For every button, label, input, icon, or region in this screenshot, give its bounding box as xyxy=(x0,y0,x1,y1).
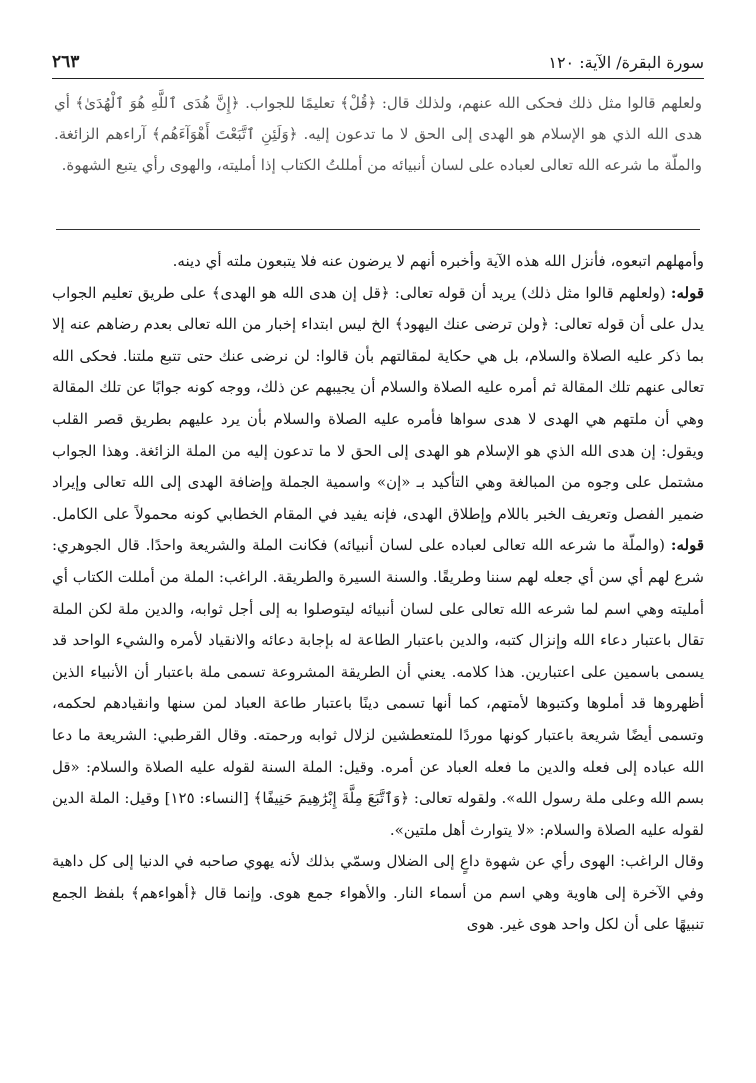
commentary-text xyxy=(52,246,704,941)
lead-word: قوله: xyxy=(670,536,704,555)
paragraph-body: وقال الراغب: الهوى رأي عن شهوة داعٍ إلى الضلال وسمّي بذلك لأنه يهوي صاحبه في الدنيا إلى كل داهية وفي الآخرة إلى هاوية وهي اسم من أسماء النار. والأهواء جمع هوى. وإنما قال ﴿أهواءهم﴾ بلفظ الجمع تنبيهًا على أن لكل واحد هوى غير. هوى xyxy=(52,852,704,934)
lead-word: قوله: xyxy=(670,283,704,302)
paragraph-body: (والملّة ما شرعه الله تعالى لعباده على لسان أنبيائه) فكانت الملة والشريعة واحدًا. قال الجوهري: شرع لهم أي سن أي جعله لهم سننا وطريقًا. والسنة السيرة والطريقة. الراغب: الملة من أمللت الكتاب أي أمليته وهي اسم لما شرعه الله تعالى على لسان أنبيائه ليتوصلوا به إلى أجل ثوابه، والدين ملة لكن الملة تقال باعتبار دعاء الله وإنزال كتبه، والدين باعتبار الطاعة له بإجابة دعائه والانقياد لأمره والشيء الواحد قد يسمى باسمين على اعتبارين. هذا كلامه. يعني أن الطريقة المشروعة تسمى ملة باعتبار أن الأنبياء الذين أظهروها قد أملوها وكتبوها لأمتهم، كما أنها تسمى دينًا باعتبار طاعة العباد لمن سنها وانقيادهم لحكمه، وتسمى أيضًا شريعة باعتبار كونها موردًا للمتعطشين لزلال ثوابه ورحمته. وقال القرطبي: الشريعة ما دعا الله عباده إلى فعله والدين ما فعله العباد عن أمره. وقيل: الملة السنة لقوله عليه الصلاة والسلام: «قل بسم الله وعلى ملة رسول الله». ولقوله تعالى: ﴿وَٱتَّبَعَ مِلَّةَ إِبْرَٰهِيمَ حَنِيفًا﴾ [النساء: ١٢٥] وقيل: الملة الدين لقوله عليه الصلاة والسلام: «لا يتوارث أهل ملتين». xyxy=(52,536,705,839)
running-title: سورة البقرة/ الآية: ١٢٠ xyxy=(548,53,704,72)
section-divider xyxy=(56,229,700,230)
tafsir-text xyxy=(54,88,702,181)
paragraph-body: (ولعلهم قالوا مثل ذلك) يريد أن قوله تعالى: ﴿قل إن هدى الله هو الهدى﴾ على طريق تعليم الجواب يدل على أن قوله تعالى: ﴿ولن ترضى عنك اليهود﴾ الخ ليس ابتداء إخبار من الله تعالى بعدم رضاهم عنه إلا بما ذكر عليه الصلاة والسلام، بل هي حكاية لمقالتهم بأن قالوا: لن نرضى عنك حتى تتبع ملتنا. فحكى الله تعالى عنهم تلك المقالة ثم أمره عليه الصلاة والسلام أن يجيبهم عن ذلك، ووجه كونه جوابًا عن تلك المقالة وهي أن ملتهم هي الهدى لا هدى سواها فأمره عليه الصلاة والسلام بأن يرد عليهم بطريق قصر القلب ويقول: إن هدى الله الذي هو الإسلام هو الهدى إلى الحق لا ما تدعون إليه من الملة الزائغة. وهذا الجواب مشتمل على وجوه من المبالغة وهي التأكيد بـ «إن» واسمية الجملة وإضافة الهدى إلى الله تعالى وإيراد ضمير الفصل وتعريف الخبر باللام وإطلاق الهدى، فإنه يفيد في المقام الخطابي كونه محمولاً على الكامل. xyxy=(52,283,704,523)
commentary-paragraph xyxy=(52,278,704,847)
tafsir-paragraph: ولعلهم قالوا مثل ذلك فحكى الله عنهم، ولذلك قال: ﴿قُلْ﴾ تعليمًا للجواب. ﴿إِنَّ هُدَى ٱللَّهِ هُوَ ٱلْهُدَىٰ﴾ أي هدى الله الذي هو الإسلام هو الهدى إلى الحق لا ما تدعون إليه. ﴿وَلَئِنِ ٱتَّبَعْتَ أَهْوَآءَهُم﴾ آراءهم الزائغة. والملّة ما شرعه الله تعالى لعباده على لسان أنبيائه من أمللتُ الكتاب إذا أمليته، والهوى رأي يتبع الشهوة. xyxy=(54,94,702,174)
commentary-paragraph xyxy=(52,246,704,278)
page-number: ٢٦٣ xyxy=(52,52,80,72)
page-header xyxy=(52,42,704,79)
commentary-paragraph xyxy=(52,846,704,941)
paragraph-body: وأمهلهم اتبعوه، فأنزل الله هذه الآية وأخبره أنهم لا يرضون عنه فلا يتبعون ملته أي دينه. xyxy=(172,252,704,270)
